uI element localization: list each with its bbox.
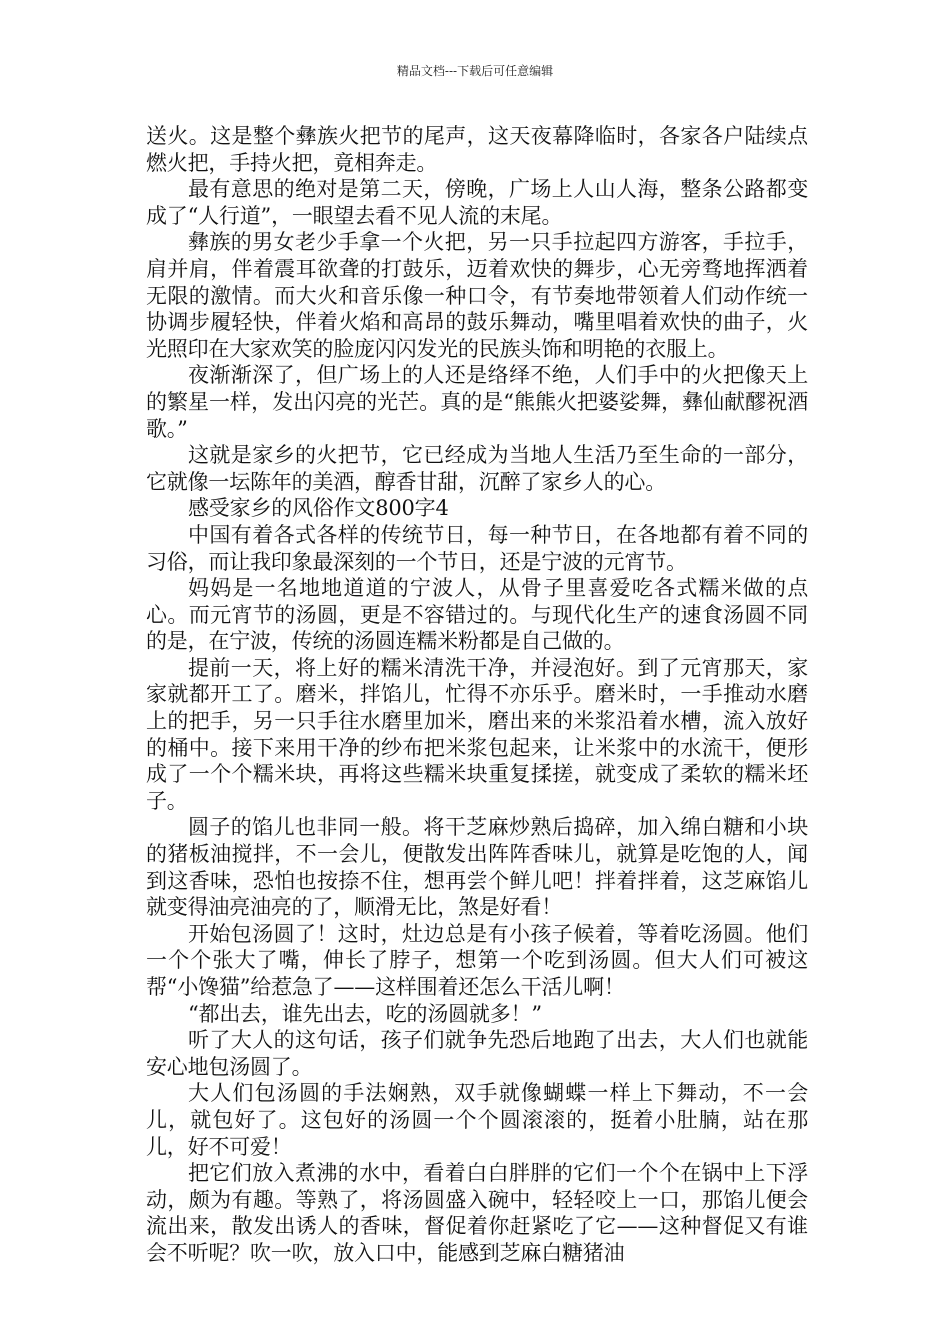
paragraph: 把它们放入煮沸的水中，看着白白胖胖的它们一个个在锅中上下浮动，颇为有趣。等熟了，将汤圆盛入碗中，轻轻咬上一口，那馅儿便会流出来，散发出诱人的香味，督促着你赶紧吃了它——这种督促又有谁会不听呢？吹一吹，放入口中，能感到芝麻白糖猪油 — [146, 1161, 808, 1265]
section-heading: 感受家乡的风俗作文800字4 — [188, 496, 449, 521]
paragraph: 夜渐渐深了，但广场上的人还是络绎不绝，人们手中的火把像天上的繁星一样，发出闪亮的光芒。真的是“熊熊火把婆娑舞，彝仙献醪祝酒歌。” — [146, 363, 808, 441]
page-header: 精品文档---下载后可任意编辑 — [396, 64, 554, 78]
paragraph: 圆子的馅儿也非同一般。将干芝麻炒熟后捣碎，加入绵白糖和小块的猪板油搅拌，不一会儿，便散发出阵阵香味儿，就算是吃饱的人，闻到这香味，恐怕也按捺不住，想再尝个鲜儿吧！拌着拌着，这芝麻馅儿就变得油亮油亮的了，顺滑无比，煞是好看！ — [146, 815, 808, 920]
document-body — [146, 123, 808, 1267]
paragraph: 听了大人的这句话，孩子们就争先恐后地跑了出去，大人们也就能安心地包汤圆了。 — [146, 1028, 808, 1079]
quote-paragraph: “都出去，谁先出去，吃的汤圆就多！” — [188, 1001, 542, 1026]
paragraph: 送火。这是整个彝族火把节的尾声，这天夜幕降临时，各家各户陆续点燃火把，手持火把，竟相奔走。 — [146, 124, 808, 175]
paragraph: 开始包汤圆了！这时，灶边总是有小孩子候着，等着吃汤圆。他们一个个张大了嘴，伸长了脖子，想第一个吃到汤圆。但大人们可被这帮“小馋猫”给惹急了——这样围着还怎么干活儿啊！ — [146, 921, 808, 999]
paragraph: 妈妈是一名地地道道的宁波人，从骨子里喜爱吃各式糯米做的点心。而元宵节的汤圆，更是不容错过的。与现代化生产的速食汤圆不同的是，在宁波，传统的汤圆连糯米粉都是自己做的。 — [146, 576, 808, 654]
paragraph: 中国有着各式各样的传统节日，每一种节日，在各地都有着不同的习俗，而让我印象最深刻的一个节日，还是宁波的元宵节。 — [146, 522, 808, 574]
paragraph: 大人们包汤圆的手法娴熟，双手就像蝴蝶一样上下舞动，不一会儿，就包好了。这包好的汤圆一个个圆滚滚的，挺着小肚腩，站在那儿，好不可爱！ — [146, 1081, 808, 1159]
paragraph: 最有意思的绝对是第二天，傍晚，广场上人山人海，整条公路都变成了“人行道”，一眼望去看不见人流的末尾。 — [146, 177, 808, 228]
paragraph: 提前一天，将上好的糯米清洗干净，并浸泡好。到了元宵那天，家家就都开工了。磨米，拌馅儿，忙得不亦乐乎。磨米时，一手推动水磨上的把手，另一只手往水磨里加米，磨出来的米浆沿着水槽，流入放好的桶中。接下来用干净的纱布把米浆包起来，让米浆中的水流干，便形成了一个个糯米块，再将这些糯米块重复揉搓，就变成了柔软的糯米坯子。 — [146, 655, 808, 813]
paragraph: 彝族的男女老少手拿一个火把，另一只手拉起四方游客，手拉手，肩并肩，伴着震耳欲聋的打鼓乐，迈着欢快的舞步，心无旁骛地挥洒着无限的激情。而大火和音乐像一种口令，有节奏地带领着人们动作统一协调步履轻快，伴着火焰和高昂的鼓乐舞动，嘴里唱着欢快的曲子，火光照印在大家欢笑的脸庞闪闪发光的民族头饰和明艳的衣服上。 — [146, 230, 808, 361]
paragraph: 这就是家乡的火把节，它已经成为当地人生活乃至生命的一部分，它就像一坛陈年的美酒，醇香甘甜，沉醉了家乡人的心。 — [146, 443, 808, 494]
